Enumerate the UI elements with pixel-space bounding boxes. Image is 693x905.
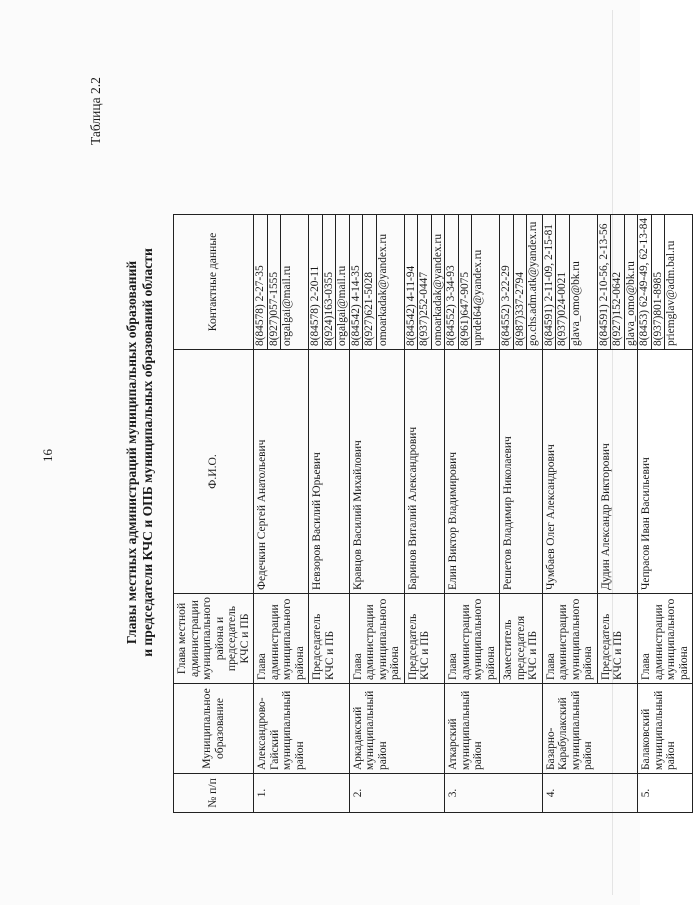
- contacts-cell: [404, 214, 445, 349]
- contact-line: 8(84591) 2-11-09, 2-15-81: [543, 215, 557, 349]
- table-row: [638, 214, 693, 812]
- fio-cell: Баринов Виталий Александрович: [404, 350, 445, 594]
- contact-line: orgalgai@mail.ru: [281, 265, 293, 346]
- contact-line: 8(927)621-5028: [363, 215, 377, 349]
- role-cell: Глава администрации муниципального района: [445, 594, 500, 684]
- contact-line: omoarkadak@yandex.ru: [376, 233, 389, 346]
- contact-line: glava_omo@bk.ru: [624, 261, 637, 346]
- fio-cell: Решетов Владимир Николаевич: [500, 350, 543, 594]
- municipality-cell: Базарно-Карабулакский муниципальный район: [542, 684, 638, 774]
- contact-line: 8(927)057-1555: [268, 215, 282, 349]
- role-cell: Председатель КЧС и ПБ: [597, 594, 638, 684]
- header-municipality: Муниципальное образование: [174, 684, 254, 774]
- role-cell: Глава администрации муниципального района: [254, 594, 309, 684]
- fio-cell: Кравцов Василий Михайлович: [349, 350, 404, 594]
- table-row: [445, 214, 500, 812]
- contact-line: 8(84591) 2-10-56, 2-13-56: [598, 215, 612, 349]
- fio-cell: Дудин Александр Викторович: [597, 350, 638, 594]
- municipality-cell: Аткарский муниципальный район: [445, 684, 543, 774]
- header-role: Глава местной администрации муниципального района и председатель КЧС и ПБ: [174, 594, 254, 684]
- header-fio: Ф.И.О.: [174, 350, 254, 594]
- contacts-cell: [500, 214, 543, 349]
- contact-line: 8(84578) 2-20-11: [309, 215, 323, 349]
- table-row: [349, 214, 404, 812]
- role-cell: Председатель КЧС и ПБ: [309, 594, 350, 684]
- page-number: 16: [40, 449, 55, 462]
- municipality-cell: Александрово-Гайский муниципальный район: [254, 684, 350, 774]
- role-cell: Глава администрации муниципального района: [638, 594, 693, 684]
- row-number: 1.: [254, 774, 350, 813]
- table-header-row: [174, 214, 254, 812]
- contacts-cell: [349, 214, 404, 349]
- fio-cell: Чумбаев Олег Александрович: [542, 350, 597, 594]
- contact-line: uprdel64@yandex.ru: [472, 249, 484, 346]
- role-cell: Председатель КЧС и ПБ: [404, 594, 445, 684]
- contact-line: 8(84542) 4-14-35: [350, 215, 364, 349]
- municipality-cell: Балаковский муниципальный район: [638, 684, 693, 774]
- table-label: Таблица 2.2: [88, 77, 103, 145]
- contacts-cell: [542, 214, 597, 349]
- contact-line: 8(937)801-8985: [652, 215, 666, 349]
- row-number: 5.: [638, 774, 693, 813]
- contact-line: 8(924)163-0355: [323, 215, 337, 349]
- row-number: 2.: [349, 774, 445, 813]
- contacts-cell: [638, 214, 693, 349]
- contacts-cell: [597, 214, 638, 349]
- contacts-cell: [254, 214, 309, 349]
- table-row: [542, 214, 597, 812]
- contacts-cell: [445, 214, 500, 349]
- fio-cell: Федечкин Сергей Анатольевич: [254, 350, 309, 594]
- contact-line: orgalgai@mail.ru: [336, 265, 348, 346]
- fio-cell: Чепрасов Иван Васильевич: [638, 350, 693, 594]
- contact-line: 8(84578) 2-27-35: [254, 215, 268, 349]
- contact-line: 8(937)252-0447: [418, 215, 432, 349]
- contact-line: 8(987)337-2794: [514, 215, 528, 349]
- heads-table: [173, 214, 693, 813]
- contact-line: 8(84552) 3-34-93: [445, 215, 459, 349]
- contact-line: omoarkadak@yandex.ru: [431, 233, 444, 346]
- role-cell: Глава администрации муниципального района: [349, 594, 404, 684]
- contact-line: 8(927)152-0642: [611, 215, 625, 349]
- title-line-1: Главы местных администраций муниципальных образований: [124, 260, 139, 645]
- fio-cell: Невзоров Василий Юрьевич: [309, 350, 350, 594]
- contact-line: 8(84542) 4-11-94: [405, 215, 419, 349]
- table-row: [254, 214, 309, 812]
- title-line-2: и председатели КЧС и ОПБ муниципальных образований области: [140, 248, 155, 657]
- header-contacts: Контактные данные: [174, 214, 254, 349]
- table-body: [254, 214, 693, 812]
- municipality-cell: Аркадакский муниципальный район: [349, 684, 445, 774]
- role-cell: Глава администрации муниципального района: [542, 594, 597, 684]
- fio-cell: Елин Виктор Владимирович: [445, 350, 500, 594]
- header-num: № п/п: [174, 774, 254, 813]
- contacts-cell: [309, 214, 350, 349]
- contact-line: 8(8453) 62-49-49, 62-13-84: [638, 215, 652, 349]
- contact-line: go.chs.adm.atk@yandex.ru: [527, 221, 539, 346]
- contact-line: glava_omo@bk.ru: [569, 261, 582, 346]
- contact-line: priemglav@adm.bal.ru: [665, 240, 677, 346]
- contact-line: 8(84552) 3-22-29: [500, 215, 514, 349]
- contact-line: 8(937)024-0021: [556, 215, 570, 349]
- contact-line: 8(961)647-9075: [459, 215, 473, 349]
- role-cell: Заместитель председателя КЧС и ПБ: [500, 594, 543, 684]
- row-number: 3.: [445, 774, 543, 813]
- row-number: 4.: [542, 774, 638, 813]
